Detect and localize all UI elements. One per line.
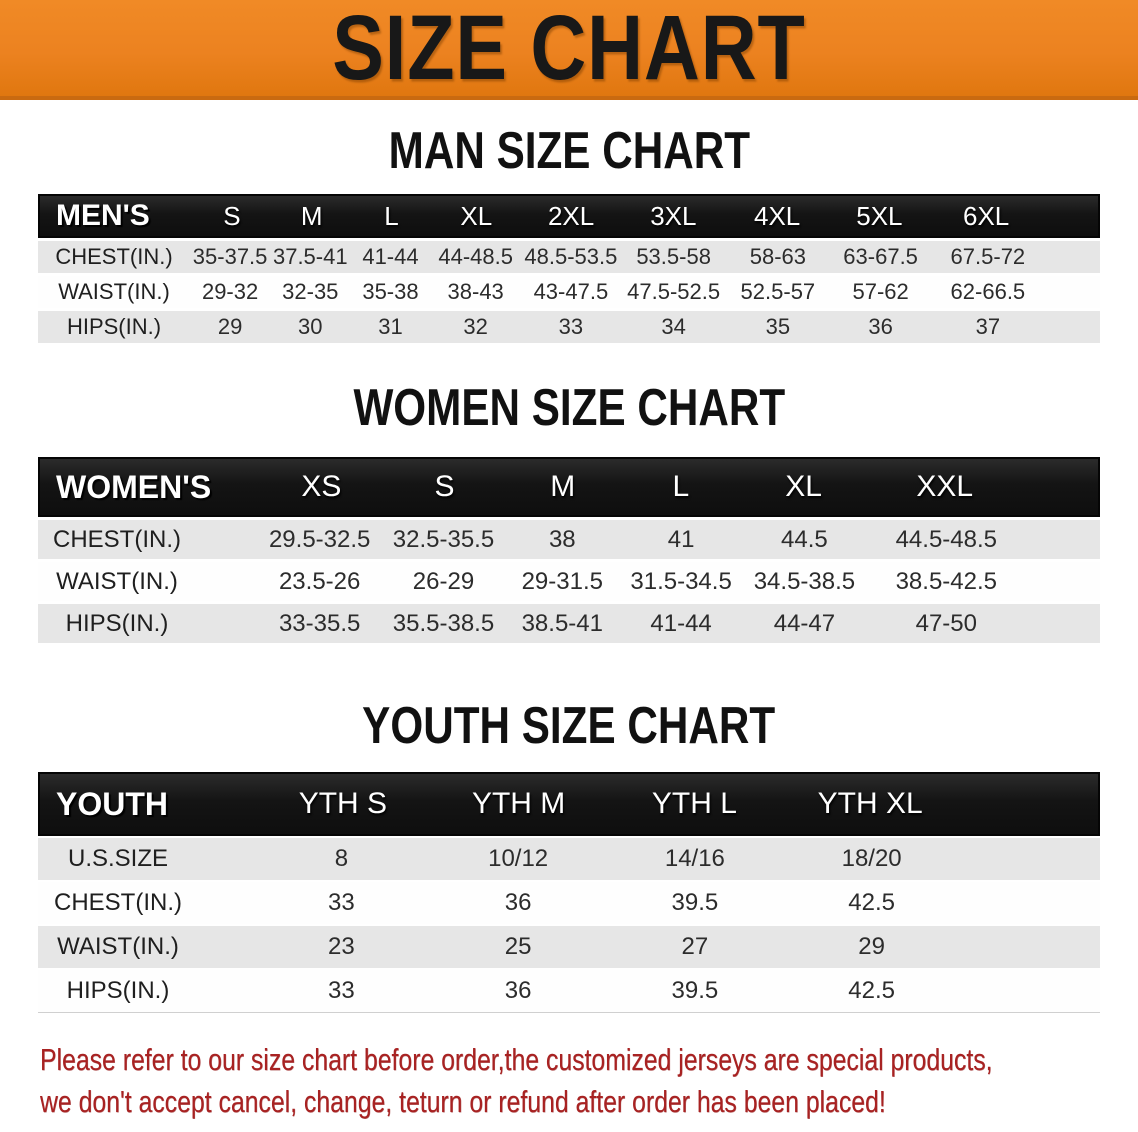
- value-cell: 58-63: [749, 244, 806, 269]
- value-cell: 44.5: [781, 525, 828, 553]
- value-cell: 33: [328, 977, 355, 1004]
- size-cell: 2XL: [547, 200, 595, 231]
- men-table-header: [38, 194, 1100, 238]
- size-cell: YTH M: [471, 787, 566, 820]
- value-cell: 32-35: [282, 279, 339, 304]
- size-cell: XL: [785, 470, 822, 503]
- value-cell: 36: [868, 314, 893, 339]
- value-cell: 38-43: [447, 279, 504, 304]
- youth-table-header: [38, 772, 1100, 836]
- size-cell: XXL: [916, 470, 974, 503]
- men-heading-text: MAN SIZE CHART: [388, 122, 750, 181]
- value-cell: 38: [548, 525, 576, 553]
- value-cell: 25: [504, 933, 532, 960]
- value-cell: 29-31.5: [521, 567, 603, 595]
- women-chest-row: [38, 520, 1100, 559]
- value-cell: 39.5: [671, 889, 719, 916]
- size-chart-banner: [0, 0, 1138, 100]
- value-cell: 14/16: [664, 845, 725, 872]
- value-cell: 23.5-26: [278, 567, 361, 595]
- women-size-table: [38, 457, 1100, 643]
- youth-chest-row: [38, 882, 1100, 924]
- row-label: CHEST(IN.): [54, 889, 182, 916]
- row-label: HIPS(IN.): [66, 977, 170, 1004]
- value-cell: 41-44: [650, 609, 712, 637]
- women-table-header: [38, 457, 1100, 517]
- women-waist-row: [38, 562, 1100, 601]
- value-cell: 62-66.5: [950, 279, 1026, 304]
- men-chest-row: [38, 241, 1100, 273]
- value-cell: 35-37.5: [192, 244, 268, 269]
- men-section-heading: [0, 122, 1138, 181]
- value-cell: 53.5-58: [636, 244, 711, 269]
- value-cell: 37: [975, 314, 1001, 339]
- value-cell: 47.5-52.5: [627, 279, 721, 304]
- size-cell: M: [300, 200, 323, 231]
- value-cell: 29: [217, 314, 243, 339]
- value-cell: 38.5-42.5: [895, 567, 997, 595]
- value-cell: 36: [504, 889, 532, 916]
- size-cell: 5XL: [856, 200, 903, 231]
- size-cell: YTH L: [651, 787, 737, 820]
- youth-ussize-row: [38, 838, 1100, 880]
- size-cell: L: [672, 470, 690, 503]
- value-cell: 47-50: [915, 609, 977, 637]
- row-label: HIPS(IN.): [65, 609, 169, 637]
- value-cell: 29-32: [201, 279, 259, 304]
- disclaimer-line-2: we don't accept cancel, change, teturn or refund after order has been placed!: [40, 1084, 886, 1119]
- row-label: U.S.SIZE: [67, 845, 169, 872]
- women-heading-text: WOMEN SIZE CHART: [353, 379, 785, 438]
- men-table-title: MEN'S: [56, 199, 150, 232]
- value-cell: 29: [858, 933, 885, 960]
- value-cell: 33: [328, 889, 355, 916]
- value-cell: 32: [463, 314, 488, 339]
- value-cell: 23: [328, 933, 355, 960]
- value-cell: 10/12: [488, 845, 549, 872]
- size-cell: XS: [301, 470, 342, 503]
- row-label: WAIST(IN.): [58, 279, 170, 304]
- row-label: CHEST(IN.): [53, 525, 181, 553]
- value-cell: 31: [378, 314, 403, 339]
- value-cell: 29.5-32.5: [268, 525, 371, 553]
- men-size-table: [38, 194, 1100, 343]
- value-cell: 32.5-35.5: [392, 525, 495, 553]
- men-hips-row: [38, 311, 1100, 343]
- value-cell: 43-47.5: [533, 279, 609, 304]
- size-cell: XL: [460, 200, 493, 231]
- row-label: HIPS(IN.): [66, 314, 162, 339]
- value-cell: 63-67.5: [843, 244, 918, 269]
- value-cell: 41: [667, 525, 695, 553]
- row-label: CHEST(IN.): [55, 244, 173, 269]
- value-cell: 35: [765, 314, 791, 339]
- value-cell: 44.5-48.5: [895, 525, 997, 553]
- value-cell: 34.5-38.5: [753, 567, 856, 595]
- disclaimer-line-1: Please refer to our size chart before order,the customized jerseys are special products,: [40, 1042, 993, 1077]
- value-cell: 41-44: [362, 244, 419, 269]
- value-cell: 42.5: [848, 977, 895, 1004]
- women-hips-row: [38, 604, 1100, 643]
- youth-heading-text: YOUTH SIZE CHART: [362, 697, 776, 756]
- men-waist-row: [38, 276, 1100, 308]
- value-cell: 26-29: [412, 567, 475, 595]
- value-cell: 42.5: [848, 889, 895, 916]
- value-cell: 39.5: [671, 977, 719, 1004]
- value-cell: 48.5-53.5: [524, 244, 618, 269]
- value-cell: 67.5-72: [950, 244, 1026, 269]
- value-cell: 31.5-34.5: [630, 567, 732, 595]
- size-cell: S: [223, 200, 241, 231]
- row-label: WAIST(IN.): [56, 567, 178, 595]
- value-cell: 44-47: [773, 609, 836, 637]
- value-cell: 36: [504, 977, 532, 1004]
- size-cell: S: [434, 470, 455, 503]
- value-cell: 33: [558, 314, 584, 339]
- youth-section-heading: [0, 697, 1138, 756]
- value-cell: 34: [661, 314, 686, 339]
- value-cell: 33-35.5: [278, 609, 361, 637]
- size-cell: 4XL: [753, 200, 801, 231]
- value-cell: 35-38: [362, 279, 419, 304]
- value-cell: 35.5-38.5: [392, 609, 495, 637]
- size-cell: 6XL: [962, 200, 1010, 231]
- youth-table-title: YOUTH: [56, 785, 168, 822]
- row-label: WAIST(IN.): [57, 933, 179, 960]
- women-table-title: WOMEN'S: [56, 468, 212, 505]
- disclaimer-note: [40, 1039, 1138, 1123]
- value-cell: 44-48.5: [438, 244, 513, 269]
- youth-hips-row: [38, 970, 1100, 1012]
- value-cell: 37.5-41: [272, 244, 348, 269]
- value-cell: 27: [681, 933, 709, 960]
- women-section-heading: [0, 379, 1138, 438]
- size-cell: YTH XL: [817, 787, 923, 820]
- value-cell: 52.5-57: [740, 279, 816, 304]
- value-cell: 30: [298, 314, 323, 339]
- size-cell: M: [550, 470, 576, 503]
- value-cell: 57-62: [852, 279, 909, 304]
- youth-size-table: [38, 772, 1100, 1013]
- value-cell: 8: [334, 845, 349, 872]
- youth-waist-row: [38, 926, 1100, 968]
- size-cell: 3XL: [650, 200, 697, 231]
- value-cell: 18/20: [841, 845, 902, 872]
- value-cell: 38.5-41: [521, 609, 603, 637]
- banner-title: SIZE CHART: [332, 0, 806, 99]
- size-cell: L: [384, 200, 399, 231]
- size-cell: YTH S: [298, 787, 388, 820]
